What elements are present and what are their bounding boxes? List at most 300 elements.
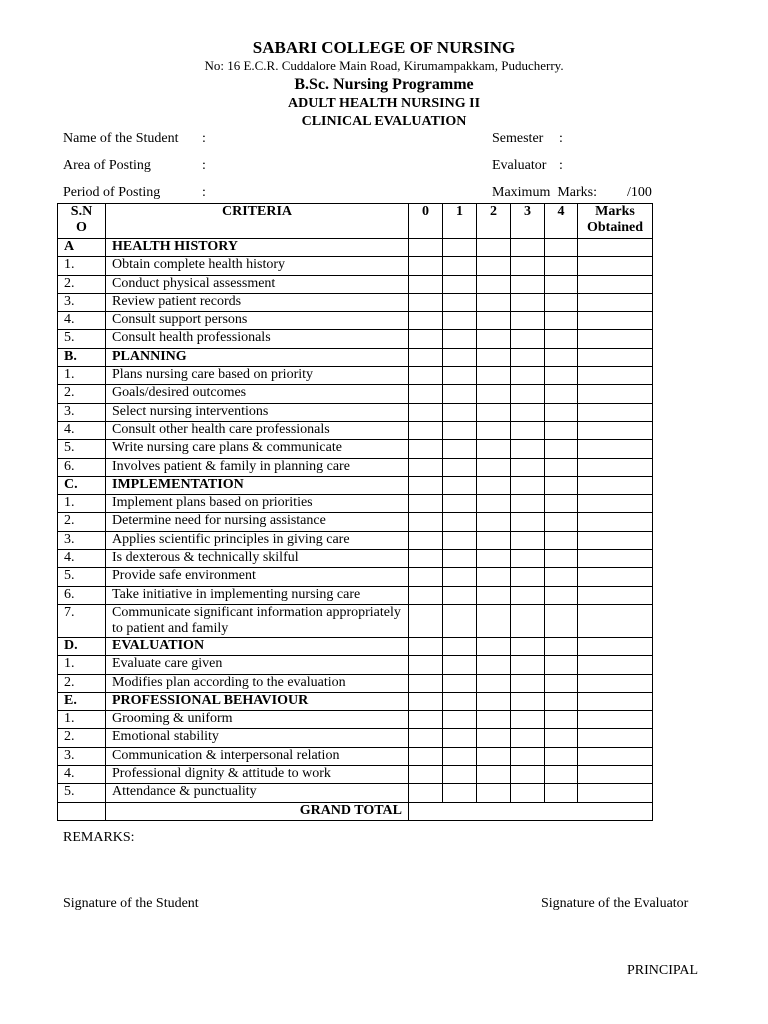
- criteria-row: [58, 550, 653, 568]
- score-0-cell[interactable]: [409, 674, 443, 692]
- marks-obtained-cell[interactable]: [578, 330, 653, 348]
- score-2-cell[interactable]: [477, 656, 511, 674]
- row-sno: B.: [58, 348, 106, 366]
- score-1-cell[interactable]: [443, 729, 477, 747]
- row-sno: D.: [58, 637, 106, 655]
- criteria-row: [58, 458, 653, 476]
- score-1-cell[interactable]: [443, 367, 477, 385]
- row-sno: A: [58, 239, 106, 257]
- student-name-label: Name of the Student: [63, 131, 179, 146]
- score-1-cell[interactable]: [443, 766, 477, 784]
- score-4-cell[interactable]: [545, 729, 578, 747]
- criteria-text: Take initiative in implementing nursing care: [106, 586, 409, 604]
- criteria-row: [58, 403, 653, 421]
- criteria-row: [58, 531, 653, 549]
- score-4-cell[interactable]: [545, 440, 578, 458]
- marks-obtained-cell[interactable]: [578, 239, 653, 257]
- score-1-cell[interactable]: [443, 531, 477, 549]
- score-0-cell[interactable]: [409, 637, 443, 655]
- row-sno: E.: [58, 692, 106, 710]
- criteria-text: Implement plans based on priorities: [106, 495, 409, 513]
- score-1-cell[interactable]: [443, 711, 477, 729]
- row-sno: C.: [58, 476, 106, 494]
- section-title: PROFESSIONAL BEHAVIOUR: [106, 692, 409, 710]
- criteria-row: [58, 275, 653, 293]
- section-row: [58, 239, 653, 257]
- score-4-cell[interactable]: [545, 784, 578, 802]
- area-of-posting-colon: :: [202, 158, 206, 173]
- score-3-header: 3: [511, 204, 545, 239]
- score-2-cell[interactable]: [477, 385, 511, 403]
- row-sno: 2.: [58, 275, 106, 293]
- marks-obtained-cell[interactable]: [578, 458, 653, 476]
- row-sno: 1.: [58, 257, 106, 275]
- row-sno: 1.: [58, 495, 106, 513]
- score-4-cell[interactable]: [545, 403, 578, 421]
- section-title: HEALTH HISTORY: [106, 239, 409, 257]
- score-3-cell[interactable]: [511, 656, 545, 674]
- criteria-row: [58, 711, 653, 729]
- evaluator-colon: :: [559, 158, 563, 173]
- score-3-cell[interactable]: [511, 711, 545, 729]
- marks-obtained-header: Marks Obtained: [578, 204, 653, 239]
- score-0-cell[interactable]: [409, 476, 443, 494]
- score-2-cell[interactable]: [477, 586, 511, 604]
- score-0-cell[interactable]: [409, 403, 443, 421]
- score-1-cell[interactable]: [443, 403, 477, 421]
- row-sno: 6.: [58, 458, 106, 476]
- score-0-cell[interactable]: [409, 784, 443, 802]
- score-0-cell[interactable]: [409, 421, 443, 439]
- college-name: SABARI COLLEGE OF NURSING: [252, 38, 516, 57]
- score-4-cell[interactable]: [545, 385, 578, 403]
- score-1-cell[interactable]: [443, 656, 477, 674]
- marks-obtained-cell[interactable]: [578, 403, 653, 421]
- section-row: [58, 637, 653, 655]
- score-2-cell[interactable]: [477, 604, 511, 637]
- score-2-cell[interactable]: [477, 330, 511, 348]
- score-3-cell[interactable]: [511, 495, 545, 513]
- criteria-text: Applies scientific principles in giving care: [106, 531, 409, 549]
- score-3-cell[interactable]: [511, 637, 545, 655]
- score-3-cell[interactable]: [511, 367, 545, 385]
- score-0-cell[interactable]: [409, 458, 443, 476]
- score-2-cell[interactable]: [477, 766, 511, 784]
- row-sno: 4.: [58, 421, 106, 439]
- score-3-cell[interactable]: [511, 403, 545, 421]
- score-3-cell[interactable]: [511, 348, 545, 366]
- row-sno: 2.: [58, 674, 106, 692]
- score-3-cell[interactable]: [511, 330, 545, 348]
- criteria-text: Provide safe environment: [106, 568, 409, 586]
- criteria-row: [58, 367, 653, 385]
- row-sno: 5.: [58, 440, 106, 458]
- score-1-cell[interactable]: [443, 293, 477, 311]
- row-sno: 4.: [58, 766, 106, 784]
- score-1-cell[interactable]: [443, 476, 477, 494]
- marks-obtained-cell[interactable]: [578, 348, 653, 366]
- score-2-cell[interactable]: [477, 550, 511, 568]
- marks-obtained-cell[interactable]: [578, 729, 653, 747]
- score-4-cell[interactable]: [545, 476, 578, 494]
- score-0-cell[interactable]: [409, 711, 443, 729]
- area-of-posting-label: Area of Posting: [63, 158, 151, 173]
- score-0-cell[interactable]: [409, 385, 443, 403]
- score-2-cell[interactable]: [477, 513, 511, 531]
- score-2-cell[interactable]: [477, 568, 511, 586]
- score-2-cell[interactable]: [477, 275, 511, 293]
- marks-obtained-cell[interactable]: [578, 476, 653, 494]
- score-2-cell[interactable]: [477, 421, 511, 439]
- score-1-cell[interactable]: [443, 257, 477, 275]
- section-row: [58, 692, 653, 710]
- college-address: No: 16 E.C.R. Cuddalore Main Road, Kirumampakkam, Puducherry.: [204, 58, 564, 73]
- criteria-text: Write nursing care plans & communicate: [106, 440, 409, 458]
- evaluation-title: CLINICAL EVALUATION: [301, 114, 467, 129]
- score-0-cell[interactable]: [409, 550, 443, 568]
- row-sno: 4.: [58, 312, 106, 330]
- criteria-text: Consult other health care professionals: [106, 421, 409, 439]
- score-4-cell[interactable]: [545, 586, 578, 604]
- score-0-cell[interactable]: [409, 568, 443, 586]
- row-sno: 7.: [58, 604, 106, 637]
- criteria-row: [58, 604, 653, 637]
- criteria-text: Communication & interpersonal relation: [106, 747, 409, 765]
- score-3-cell[interactable]: [511, 674, 545, 692]
- score-4-cell[interactable]: [545, 656, 578, 674]
- criteria-table-body: [58, 239, 653, 821]
- marks-obtained-cell[interactable]: [578, 637, 653, 655]
- score-2-cell[interactable]: [477, 239, 511, 257]
- score-0-cell[interactable]: [409, 275, 443, 293]
- row-sno: 5.: [58, 330, 106, 348]
- marks-obtained-cell[interactable]: [578, 312, 653, 330]
- marks-obtained-cell[interactable]: [578, 604, 653, 637]
- row-sno: 6.: [58, 586, 106, 604]
- student-name-colon: :: [202, 131, 206, 146]
- marks-obtained-cell[interactable]: [578, 586, 653, 604]
- marks-obtained-cell[interactable]: [578, 674, 653, 692]
- score-2-cell[interactable]: [477, 531, 511, 549]
- score-4-cell[interactable]: [545, 421, 578, 439]
- criteria-header: CRITERIA: [106, 204, 409, 239]
- score-2-cell[interactable]: [477, 403, 511, 421]
- evaluator-label: Evaluator: [492, 158, 547, 173]
- criteria-row: [58, 766, 653, 784]
- score-2-cell[interactable]: [477, 692, 511, 710]
- score-0-cell[interactable]: [409, 440, 443, 458]
- criteria-text: Plans nursing care based on priority: [106, 367, 409, 385]
- score-4-cell[interactable]: [545, 495, 578, 513]
- criteria-row: [58, 656, 653, 674]
- criteria-row: [58, 729, 653, 747]
- marks-obtained-cell[interactable]: [578, 692, 653, 710]
- criteria-row: [58, 293, 653, 311]
- score-3-cell[interactable]: [511, 275, 545, 293]
- score-0-cell[interactable]: [409, 513, 443, 531]
- score-4-header: 4: [545, 204, 578, 239]
- grand-total-row: [58, 802, 653, 820]
- score-3-cell[interactable]: [511, 568, 545, 586]
- score-1-cell[interactable]: [443, 568, 477, 586]
- score-3-cell[interactable]: [511, 513, 545, 531]
- score-4-cell[interactable]: [545, 257, 578, 275]
- score-3-cell[interactable]: [511, 421, 545, 439]
- score-1-cell[interactable]: [443, 784, 477, 802]
- row-sno: 5.: [58, 568, 106, 586]
- criteria-row: [58, 568, 653, 586]
- score-0-cell[interactable]: [409, 586, 443, 604]
- score-3-cell[interactable]: [511, 692, 545, 710]
- criteria-text: Determine need for nursing assistance: [106, 513, 409, 531]
- score-3-cell[interactable]: [511, 385, 545, 403]
- marks-obtained-cell[interactable]: [578, 568, 653, 586]
- score-0-cell[interactable]: [409, 604, 443, 637]
- score-4-cell[interactable]: [545, 637, 578, 655]
- score-3-cell[interactable]: [511, 747, 545, 765]
- score-1-cell[interactable]: [443, 312, 477, 330]
- score-0-cell[interactable]: [409, 293, 443, 311]
- marks-obtained-cell[interactable]: [578, 440, 653, 458]
- score-4-cell[interactable]: [545, 293, 578, 311]
- criteria-text: Emotional stability: [106, 729, 409, 747]
- score-4-cell[interactable]: [545, 239, 578, 257]
- marks-obtained-cell[interactable]: [578, 656, 653, 674]
- score-0-cell[interactable]: [409, 239, 443, 257]
- evaluator-signature-label: Signature of the Evaluator: [541, 896, 689, 911]
- score-0-cell[interactable]: [409, 747, 443, 765]
- score-0-cell[interactable]: [409, 729, 443, 747]
- row-sno: 5.: [58, 784, 106, 802]
- criteria-text: Grooming & uniform: [106, 711, 409, 729]
- score-2-cell[interactable]: [477, 312, 511, 330]
- score-0-cell[interactable]: [409, 692, 443, 710]
- marks-obtained-cell[interactable]: [578, 293, 653, 311]
- score-1-cell[interactable]: [443, 692, 477, 710]
- criteria-text: Communicate significant information appropriately to patient and family: [106, 604, 409, 637]
- score-4-cell[interactable]: [545, 531, 578, 549]
- score-2-cell[interactable]: [477, 257, 511, 275]
- row-sno: 3.: [58, 293, 106, 311]
- score-1-cell[interactable]: [443, 637, 477, 655]
- score-0-cell[interactable]: [409, 312, 443, 330]
- score-3-cell[interactable]: [511, 531, 545, 549]
- score-4-cell[interactable]: [545, 330, 578, 348]
- marks-obtained-cell[interactable]: [578, 367, 653, 385]
- score-3-cell[interactable]: [511, 458, 545, 476]
- score-2-cell[interactable]: [477, 476, 511, 494]
- row-sno: 3.: [58, 531, 106, 549]
- marks-obtained-cell[interactable]: [578, 711, 653, 729]
- score-4-cell[interactable]: [545, 747, 578, 765]
- semester-colon: :: [559, 131, 563, 146]
- score-1-cell[interactable]: [443, 330, 477, 348]
- score-1-cell[interactable]: [443, 513, 477, 531]
- score-3-cell[interactable]: [511, 784, 545, 802]
- marks-obtained-cell[interactable]: [578, 550, 653, 568]
- score-4-cell[interactable]: [545, 550, 578, 568]
- score-4-cell[interactable]: [545, 568, 578, 586]
- score-3-cell[interactable]: [511, 586, 545, 604]
- remarks-label: REMARKS:: [63, 830, 135, 845]
- score-4-cell[interactable]: [545, 367, 578, 385]
- score-4-cell[interactable]: [545, 711, 578, 729]
- semester-label: Semester: [492, 131, 544, 146]
- marks-obtained-cell[interactable]: [578, 747, 653, 765]
- score-4-cell[interactable]: [545, 692, 578, 710]
- criteria-text: Obtain complete health history: [106, 257, 409, 275]
- row-sno: 1.: [58, 656, 106, 674]
- marks-obtained-cell[interactable]: [578, 766, 653, 784]
- score-1-cell[interactable]: [443, 747, 477, 765]
- principal-label: PRINCIPAL: [627, 963, 699, 978]
- criteria-text: Attendance & punctuality: [106, 784, 409, 802]
- marks-obtained-cell[interactable]: [578, 385, 653, 403]
- score-0-cell[interactable]: [409, 766, 443, 784]
- criteria-row: [58, 784, 653, 802]
- score-3-cell[interactable]: [511, 312, 545, 330]
- score-3-cell[interactable]: [511, 604, 545, 637]
- student-signature-label: Signature of the Student: [63, 896, 199, 911]
- score-1-header: 1: [443, 204, 477, 239]
- score-2-cell[interactable]: [477, 495, 511, 513]
- score-4-cell[interactable]: [545, 513, 578, 531]
- score-3-cell[interactable]: [511, 766, 545, 784]
- row-sno: 3.: [58, 747, 106, 765]
- row-sno: 4.: [58, 550, 106, 568]
- score-2-cell[interactable]: [477, 440, 511, 458]
- grand-total-value-cell[interactable]: [409, 802, 653, 820]
- criteria-text: Consult support persons: [106, 312, 409, 330]
- marks-obtained-cell[interactable]: [578, 784, 653, 802]
- score-1-cell[interactable]: [443, 275, 477, 293]
- criteria-row: [58, 257, 653, 275]
- score-1-cell[interactable]: [443, 458, 477, 476]
- score-2-cell[interactable]: [477, 458, 511, 476]
- score-1-cell[interactable]: [443, 348, 477, 366]
- score-1-cell[interactable]: [443, 440, 477, 458]
- section-title: IMPLEMENTATION: [106, 476, 409, 494]
- score-0-cell[interactable]: [409, 257, 443, 275]
- row-sno: 1.: [58, 367, 106, 385]
- score-4-cell[interactable]: [545, 604, 578, 637]
- criteria-text: Conduct physical assessment: [106, 275, 409, 293]
- score-4-cell[interactable]: [545, 312, 578, 330]
- sno-header: S.N O: [58, 204, 106, 239]
- marks-obtained-cell[interactable]: [578, 257, 653, 275]
- score-1-cell[interactable]: [443, 239, 477, 257]
- marks-obtained-cell[interactable]: [578, 495, 653, 513]
- marks-obtained-cell[interactable]: [578, 531, 653, 549]
- score-4-cell[interactable]: [545, 348, 578, 366]
- score-1-cell[interactable]: [443, 385, 477, 403]
- row-sno: 2.: [58, 729, 106, 747]
- criteria-text: Modifies plan according to the evaluation: [106, 674, 409, 692]
- score-2-cell[interactable]: [477, 348, 511, 366]
- marks-obtained-cell[interactable]: [578, 421, 653, 439]
- programme-title: B.Sc. Nursing Programme: [294, 76, 474, 93]
- max-marks-label: Maximum Marks:: [492, 185, 597, 200]
- score-3-cell[interactable]: [511, 729, 545, 747]
- criteria-text: Involves patient & family in planning care: [106, 458, 409, 476]
- section-title: EVALUATION: [106, 637, 409, 655]
- subject-title: ADULT HEALTH NURSING II: [287, 96, 481, 111]
- score-1-cell[interactable]: [443, 495, 477, 513]
- criteria-text: Select nursing interventions: [106, 403, 409, 421]
- score-2-cell[interactable]: [477, 747, 511, 765]
- score-2-cell[interactable]: [477, 293, 511, 311]
- row-sno: 3.: [58, 403, 106, 421]
- criteria-table: [57, 203, 653, 821]
- score-1-cell[interactable]: [443, 604, 477, 637]
- score-3-cell[interactable]: [511, 550, 545, 568]
- section-row: [58, 476, 653, 494]
- section-title: PLANNING: [106, 348, 409, 366]
- score-0-cell[interactable]: [409, 330, 443, 348]
- score-2-cell[interactable]: [477, 637, 511, 655]
- score-2-cell[interactable]: [477, 674, 511, 692]
- score-3-cell[interactable]: [511, 257, 545, 275]
- score-2-cell[interactable]: [477, 367, 511, 385]
- score-2-cell[interactable]: [477, 784, 511, 802]
- score-2-cell[interactable]: [477, 729, 511, 747]
- section-row: [58, 348, 653, 366]
- marks-obtained-cell[interactable]: [578, 275, 653, 293]
- row-sno: 1.: [58, 711, 106, 729]
- row-sno: 2.: [58, 385, 106, 403]
- grand-total-blank: [58, 802, 106, 820]
- period-of-posting-label: Period of Posting: [63, 185, 161, 200]
- table-header-row: [58, 204, 653, 239]
- score-1-cell[interactable]: [443, 586, 477, 604]
- score-4-cell[interactable]: [545, 766, 578, 784]
- score-1-cell[interactable]: [443, 674, 477, 692]
- score-0-cell[interactable]: [409, 656, 443, 674]
- criteria-text: Evaluate care given: [106, 656, 409, 674]
- criteria-row: [58, 330, 653, 348]
- criteria-row: [58, 385, 653, 403]
- score-0-header: 0: [409, 204, 443, 239]
- criteria-row: [58, 440, 653, 458]
- score-3-cell[interactable]: [511, 476, 545, 494]
- criteria-row: [58, 747, 653, 765]
- grand-total-label: GRAND TOTAL: [106, 802, 409, 820]
- score-2-cell[interactable]: [477, 711, 511, 729]
- criteria-text: Goals/desired outcomes: [106, 385, 409, 403]
- criteria-row: [58, 674, 653, 692]
- score-3-cell[interactable]: [511, 440, 545, 458]
- row-sno: 2.: [58, 513, 106, 531]
- marks-obtained-cell[interactable]: [578, 513, 653, 531]
- criteria-row: [58, 495, 653, 513]
- score-0-cell[interactable]: [409, 531, 443, 549]
- score-1-cell[interactable]: [443, 550, 477, 568]
- criteria-text: Professional dignity & attitude to work: [106, 766, 409, 784]
- score-0-cell[interactable]: [409, 495, 443, 513]
- criteria-row: [58, 586, 653, 604]
- score-4-cell[interactable]: [545, 275, 578, 293]
- criteria-text: Consult health professionals: [106, 330, 409, 348]
- score-3-cell[interactable]: [511, 293, 545, 311]
- criteria-text: Is dexterous & technically skilful: [106, 550, 409, 568]
- criteria-text: Review patient records: [106, 293, 409, 311]
- score-0-cell[interactable]: [409, 348, 443, 366]
- score-0-cell[interactable]: [409, 367, 443, 385]
- score-4-cell[interactable]: [545, 674, 578, 692]
- score-1-cell[interactable]: [443, 421, 477, 439]
- score-3-cell[interactable]: [511, 239, 545, 257]
- score-4-cell[interactable]: [545, 458, 578, 476]
